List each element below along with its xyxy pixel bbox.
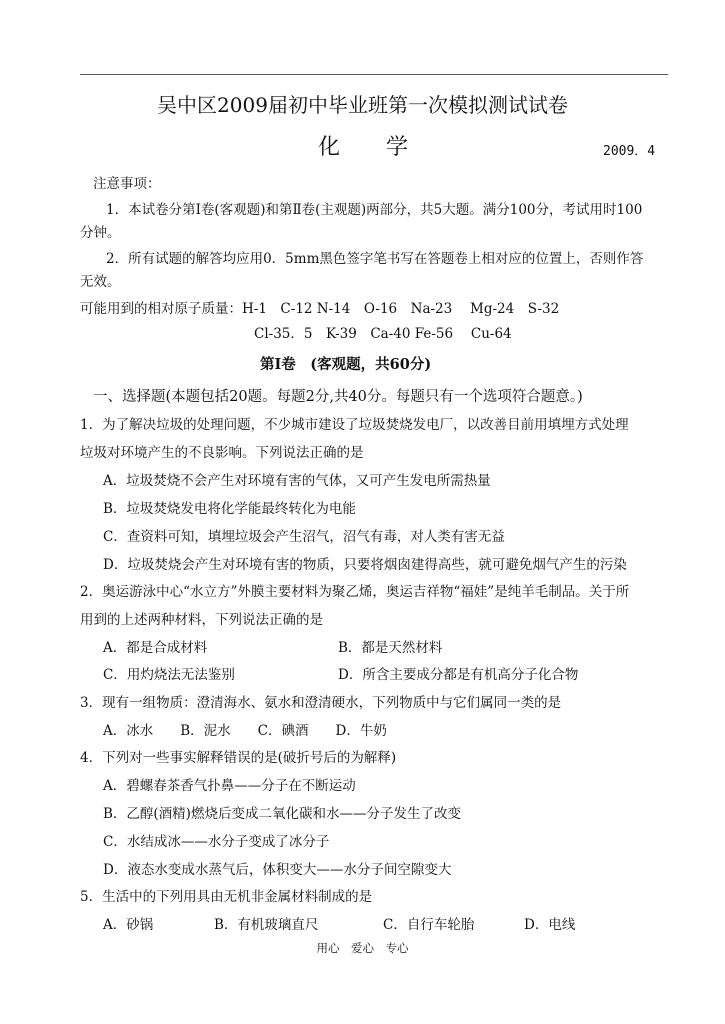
note-1-line-1: 1．本试卷分第Ⅰ卷(客观题)和第Ⅱ卷(主观题)两部分，共5大题。满分100分，考试用时100 — [106, 202, 643, 218]
note-2-line-2: 无效。 — [80, 274, 121, 290]
q1-option-d: D．垃圾焚烧会产生对环境有害的物质，只要将烟囱建得高些，就可避免烟气产生的污染 — [103, 557, 627, 573]
q1-option-b: B．垃圾焚烧发电将化学能最终转化为电能 — [103, 501, 356, 517]
q5-option-b: B．有机玻璃直尺 — [214, 917, 319, 933]
atomic-masses-line-2: Cl-35．5 K-39 Ca-40 Fe-56 Cu-64 — [254, 326, 512, 342]
q5-option-c: C．自行车轮胎 — [383, 917, 475, 933]
q2-stem-line-2: 用到的上述两种材料，下列说法正确的是 — [80, 612, 323, 628]
atomic-masses-line-1: 可能用到的相对原子质量：H-1 C-12 N-14 O-16 Na-23 Mg-24 S-32 — [80, 301, 560, 317]
q1-stem-line-1: 1．为了解决垃圾的处理问题，不少城市建设了垃圾焚烧发电厂，以改善目前用填埋方式处理 — [80, 417, 629, 433]
q1-stem-line-2: 垃圾对环境产生的不良影响。下列说法正确的是 — [80, 445, 364, 461]
page-footer: 用心 爱心 专心 — [316, 941, 409, 955]
notes-heading: 注意事项： — [93, 176, 161, 192]
q1-option-a: A．垃圾焚烧不会产生对环境有害的气体，又可产生发电所需热量 — [103, 473, 491, 489]
q2-stem-line-1: 2．奥运游泳中心“水立方”外膜主要材料为聚乙烯，奥运吉祥物“福娃”是纯羊毛制品。关于所 — [80, 584, 630, 600]
q4-option-d: D．液态水变成水蒸气后，体积变大——水分子间空隙变大 — [103, 862, 452, 878]
q3-options: A．冰水 B．泥水 C．碘酒 D．牛奶 — [103, 723, 387, 739]
header-rule — [80, 74, 668, 75]
exam-title: 吴中区2009届初中毕业班第一次模拟测试试卷 — [157, 93, 568, 117]
q2-option-d: D．所含主要成分都是有机高分子化合物 — [338, 667, 579, 683]
q4-option-c: C．水结成冰——水分子变成了冰分子 — [103, 834, 330, 850]
q4-stem: 4．下列对一些事实解释错误的是(破折号后的为解释) — [80, 750, 397, 766]
section-title: 第Ⅰ卷 (客观题，共60分) — [260, 356, 432, 373]
exam-date: 2009．4 — [603, 144, 656, 159]
q1-option-c: C．查资料可知，填埋垃圾会产生沼气，沼气有毒，对人类有害无益 — [103, 529, 505, 545]
q4-option-a: A．碧螺春茶香气扑鼻——分子在不断运动 — [103, 778, 356, 794]
q4-option-b: B．乙醇(酒精)燃烧后变成二氧化碳和水——分子发生了改变 — [103, 806, 461, 822]
q2-option-c: C．用灼烧法无法鉴别 — [103, 667, 235, 683]
note-1-line-2: 分钟。 — [80, 225, 121, 241]
subject-title: 化学 — [318, 135, 455, 160]
part-heading: 一、选择题(本题包括20题。每题2分,共40分。每题只有一个选项符合题意。) — [93, 389, 583, 405]
note-2-line-1: 2．所有试题的解答均应用0．5mm黑色签字笔书写在答题卷上相对应的位置上，否则作答 — [106, 251, 644, 267]
q5-option-a: A．砂锅 — [103, 917, 154, 933]
q2-option-a: A．都是合成材料 — [103, 640, 208, 656]
q5-option-d: D．电线 — [524, 917, 576, 933]
q2-option-b: B．都是天然材料 — [338, 640, 443, 656]
q3-stem: 3．现有一组物质：澄清海水、氨水和澄清硬水，下列物质中与它们属同一类的是 — [80, 695, 562, 711]
q5-stem: 5．生活中的下列用具由无机非金属材料制成的是 — [80, 889, 373, 905]
